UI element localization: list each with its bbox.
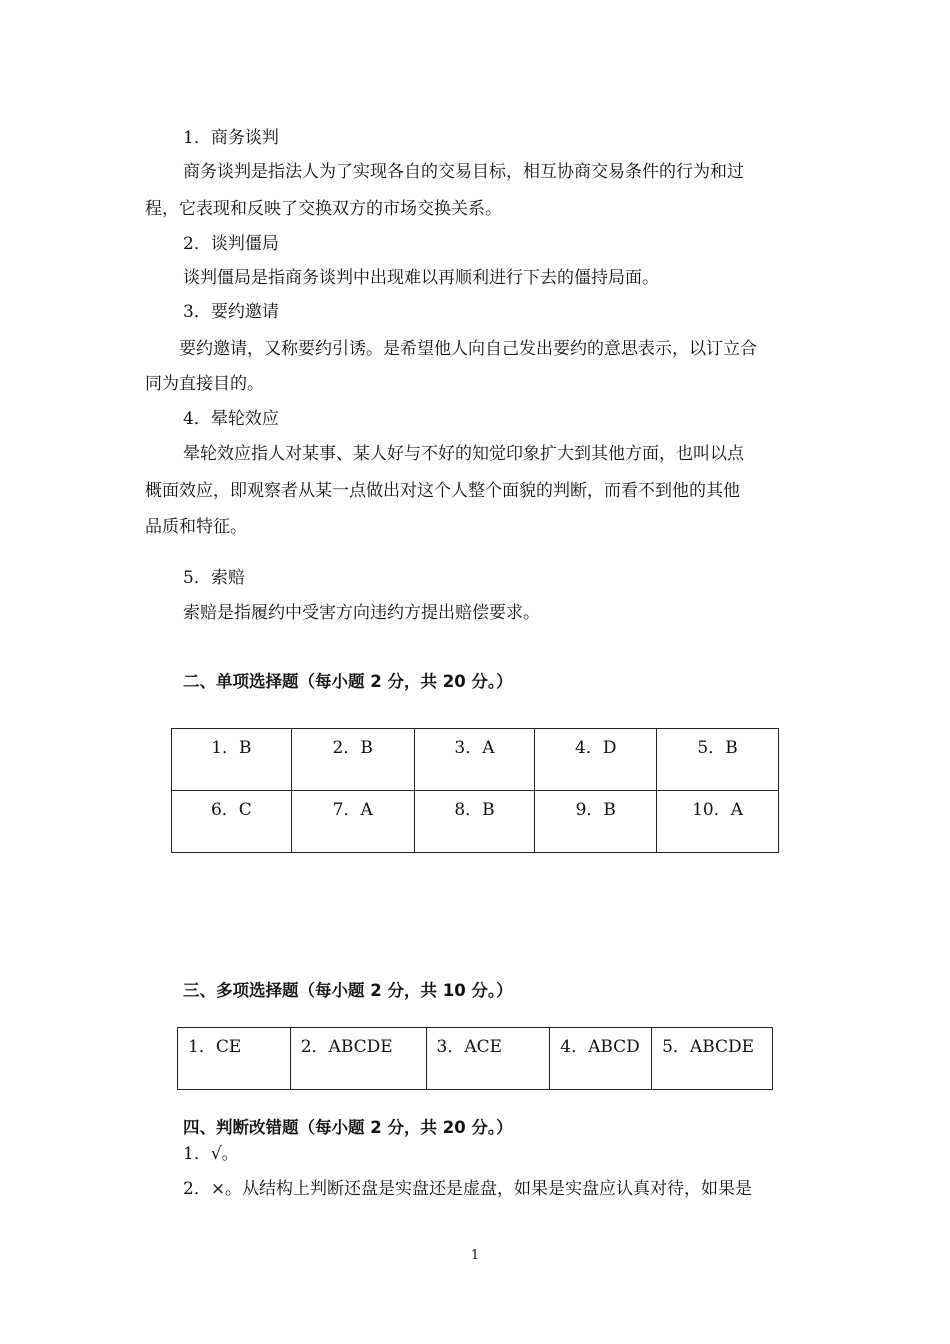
answer-cell: 5．B	[657, 729, 779, 791]
answer-cell: 3．ACE	[426, 1028, 550, 1090]
judgment-answer-1: 1．√。	[183, 1144, 239, 1164]
term-3-text-line-1: 要约邀请，又称要约引诱。是希望他人向自己发出要约的意思表示，以订立合	[179, 339, 757, 359]
term-2-text-line-1: 谈判僵局是指商务谈判中出现难以再顺利进行下去的僵持局面。	[183, 268, 659, 288]
section-2-title: 二、单项选择题（每小题 2 分，共 20 分。）	[183, 672, 513, 691]
answer-cell: 1．B	[172, 729, 292, 791]
term-4-text-line-3: 品质和特征。	[145, 517, 247, 537]
answer-cell: 4．ABCD	[550, 1028, 652, 1090]
answer-cell: 5．ABCDE	[652, 1028, 773, 1090]
judgment-answer-2: 2．×。从结构上判断还盘是实盘还是虚盘，如果是实盘应认真对待，如果是	[183, 1179, 753, 1199]
answer-cell: 1．CE	[178, 1028, 291, 1090]
answer-cell: 10．A	[657, 791, 779, 853]
term-4-text-line-2: 概面效应，即观察者从某一点做出对这个人整个面貌的判断，而看不到他的其他	[145, 481, 740, 501]
page-number: 1	[470, 1248, 480, 1263]
single-choice-answer-table	[171, 728, 779, 853]
answer-cell: 4．D	[535, 729, 657, 791]
term-1-heading: 1．商务谈判	[183, 128, 279, 148]
table-row	[178, 1028, 773, 1090]
answer-cell: 9．B	[535, 791, 657, 853]
answer-cell: 7．A	[291, 791, 414, 853]
term-1-text-line-2: 程，它表现和反映了交换双方的市场交换关系。	[145, 199, 502, 219]
section-4-title: 四、判断改错题（每小题 2 分，共 20 分。）	[183, 1118, 513, 1137]
term-4-heading: 4．晕轮效应	[183, 409, 279, 429]
answer-cell: 2．B	[291, 729, 414, 791]
table-row	[172, 791, 779, 853]
term-2-heading: 2．谈判僵局	[183, 234, 279, 254]
term-1-text-line-1: 商务谈判是指法人为了实现各自的交易目标，相互协商交易条件的行为和过	[183, 162, 744, 182]
answer-cell: 8．B	[414, 791, 535, 853]
answer-cell: 3．A	[414, 729, 535, 791]
term-3-text-line-2: 同为直接目的。	[145, 374, 264, 394]
answer-cell: 2．ABCDE	[290, 1028, 426, 1090]
term-4-text-line-1: 晕轮效应指人对某事、某人好与不好的知觉印象扩大到其他方面，也叫以点	[183, 444, 744, 464]
term-5-heading: 5．索赔	[183, 568, 245, 588]
table-row	[172, 729, 779, 791]
multiple-choice-answer-table	[177, 1027, 773, 1090]
term-3-heading: 3．要约邀请	[183, 302, 279, 322]
term-5-text-line-1: 索赔是指履约中受害方向违约方提出赔偿要求。	[183, 603, 540, 623]
section-3-title: 三、多项选择题（每小题 2 分，共 10 分。）	[183, 981, 513, 1000]
answer-cell: 6．C	[172, 791, 292, 853]
